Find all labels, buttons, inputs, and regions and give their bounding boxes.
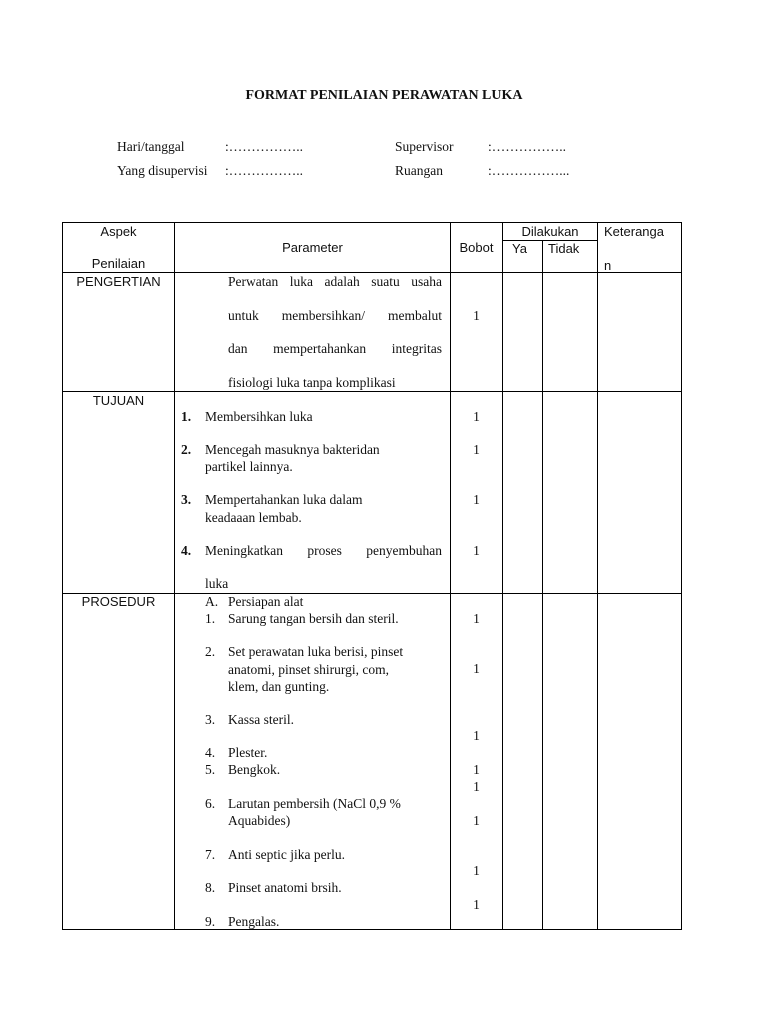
prosedur-bobot-3: 1 [473, 728, 480, 743]
aspek-prosedur: PROSEDUR [81, 594, 156, 609]
keterangan-header-line2: n [604, 258, 612, 273]
prosedur-bobot-2: 1 [473, 661, 480, 676]
bobot-header: Bobot [459, 240, 494, 255]
prosedur-bobot-8: 1 [473, 897, 480, 912]
pengertian-bobot: 1 [473, 308, 480, 323]
supervisor-value: :…………….. [488, 139, 567, 154]
parameter-header: Parameter [282, 240, 343, 255]
aspek-header: Aspek [100, 224, 137, 239]
ya-header: Ya [512, 241, 527, 256]
hari-value: :…………….. [225, 139, 304, 154]
supervisor-label: Supervisor [395, 139, 454, 154]
ruangan-value: :……………... [488, 163, 570, 178]
pengertian-line-4: fisiologi luka tanpa komplikasi [228, 375, 396, 390]
prosedur-bobot-5: 1 [473, 779, 480, 794]
prosedur-bobot-1: 1 [473, 611, 480, 626]
page-title: FORMAT PENILAIAN PERAWATAN LUKA [245, 88, 523, 103]
aspek-header-line2: Penilaian [91, 256, 146, 271]
aspek-tujuan: TUJUAN [92, 393, 145, 408]
disupervisi-value: :…………….. [225, 163, 304, 178]
keterangan-header: Keteranga [604, 224, 664, 239]
prosedur-bobot-7: 1 [473, 863, 480, 878]
ruangan-label: Ruangan [395, 163, 443, 178]
aspek-pengertian: PENGERTIAN [76, 274, 161, 289]
tidak-header: Tidak [548, 241, 580, 256]
pengertian-line-1: Perwatan luka adalah suatu usaha [228, 274, 442, 289]
dilakukan-header: Dilakukan [521, 224, 579, 239]
disupervisi-label: Yang disupervisi [117, 163, 208, 178]
pengertian-line-3: dan mempertahankan integritas [228, 341, 442, 356]
pengertian-line-2: untuk membersihkan/ membalut [228, 308, 442, 323]
hari-label: Hari/tanggal [117, 139, 185, 154]
prosedur-bobot-4: 1 [473, 762, 480, 777]
prosedur-bobot-6: 1 [473, 813, 480, 828]
